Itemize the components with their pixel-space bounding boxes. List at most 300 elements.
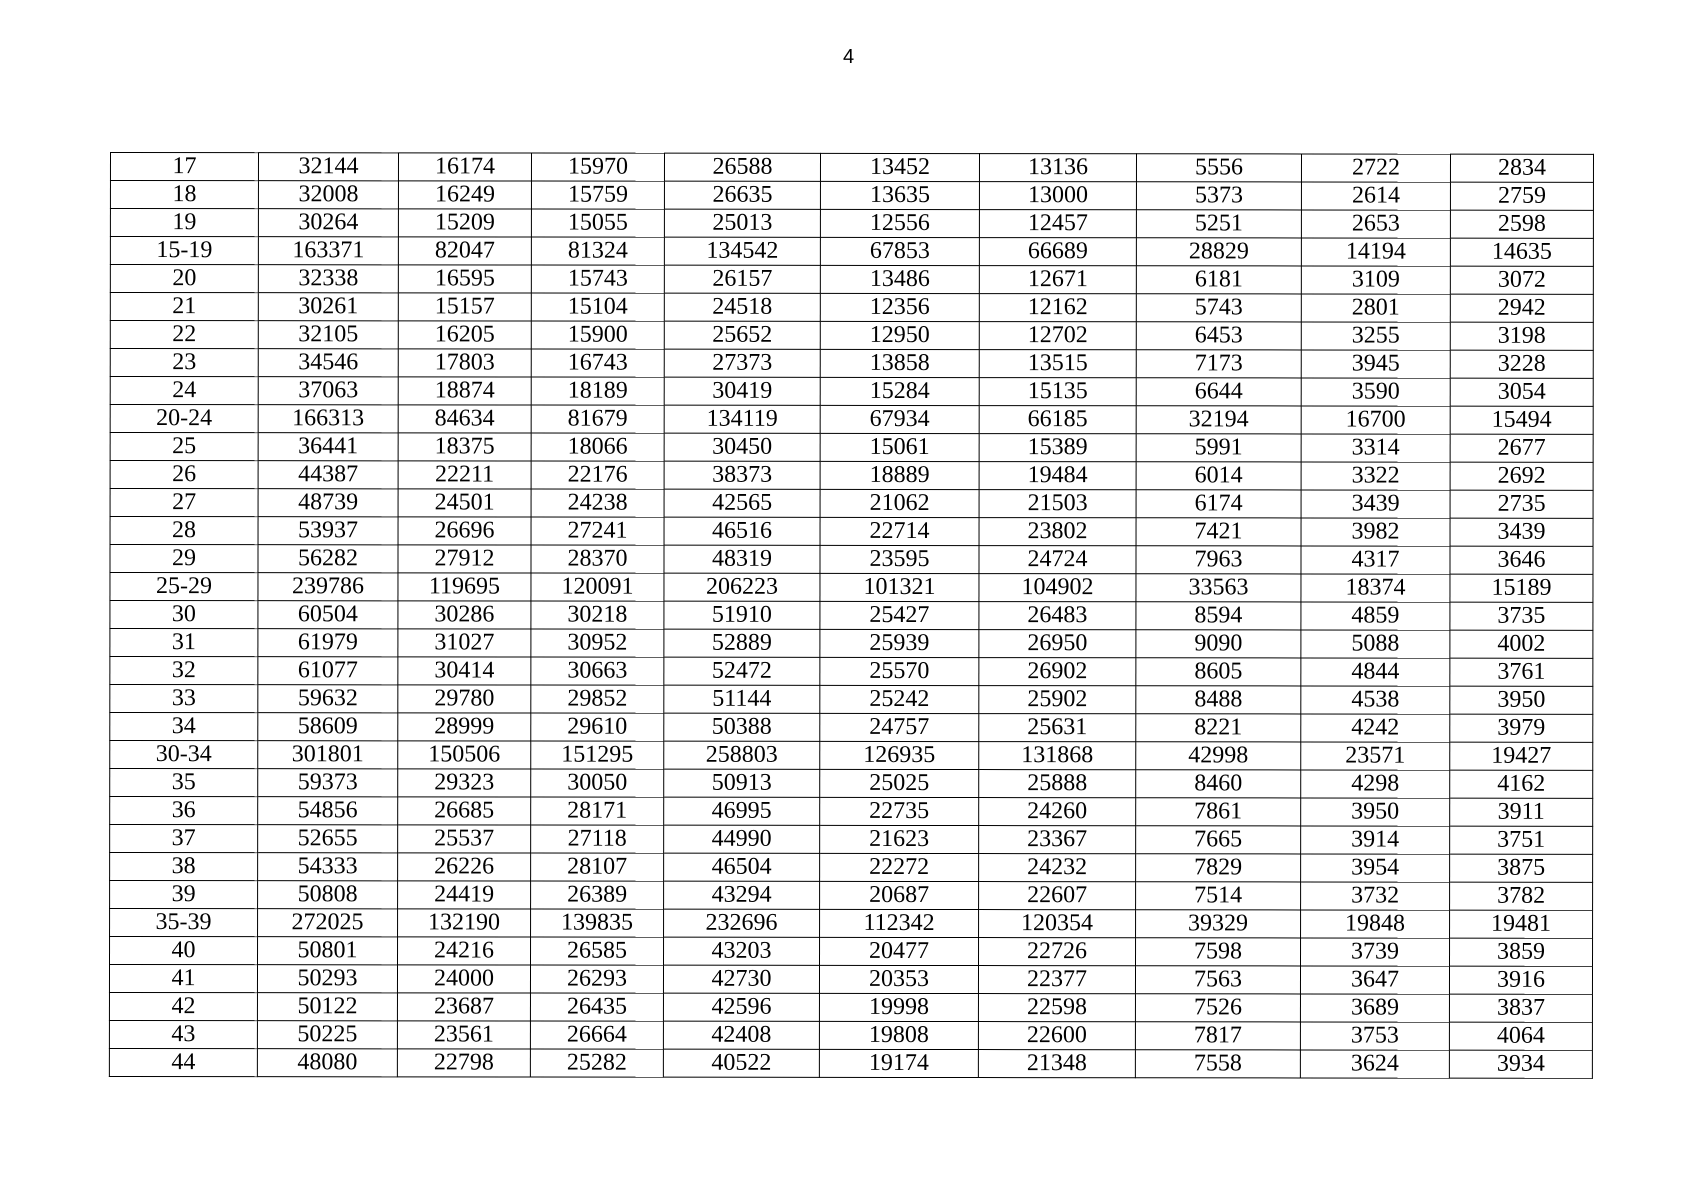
value-cell: 81679 [531,405,664,433]
value-cell: 81324 [531,237,664,265]
value-cell: 16595 [398,265,531,293]
table-row [110,825,1593,855]
value-cell: 3753 [1300,1022,1449,1050]
value-cell: 51910 [664,601,820,629]
value-cell: 43294 [664,881,820,909]
value-cell: 7563 [1135,966,1300,994]
value-cell: 25025 [820,769,979,797]
value-cell: 19808 [819,1021,978,1049]
value-cell: 22600 [978,1022,1135,1050]
value-cell: 7665 [1136,826,1301,854]
age-cell: 21 [110,293,258,321]
value-cell: 46504 [664,853,820,881]
value-cell: 3945 [1301,350,1450,378]
age-cell: 39 [110,881,258,909]
value-cell: 7514 [1136,882,1301,910]
value-cell: 23687 [397,993,530,1021]
value-cell: 25631 [979,714,1136,742]
value-cell: 30261 [258,293,398,321]
value-cell: 28829 [1136,238,1301,266]
value-cell: 25282 [530,1049,663,1077]
value-cell: 42730 [663,965,819,993]
value-cell: 4298 [1301,770,1450,798]
table-row [110,237,1593,267]
value-cell: 52472 [664,657,820,685]
value-cell: 3761 [1450,658,1593,686]
value-cell: 19427 [1450,742,1593,770]
value-cell: 26483 [979,602,1136,630]
table-row [109,965,1592,995]
value-cell: 7173 [1136,350,1301,378]
value-cell: 206223 [664,573,820,601]
value-cell: 8221 [1136,714,1301,742]
value-cell: 2598 [1450,210,1593,238]
value-cell: 4317 [1301,546,1450,574]
value-cell: 30264 [258,209,398,237]
value-cell: 4844 [1301,658,1450,686]
value-cell: 3255 [1301,322,1450,350]
value-cell: 26685 [398,797,531,825]
value-cell: 139835 [531,909,664,937]
table-row [110,657,1593,687]
value-cell: 12457 [979,210,1136,238]
value-cell: 23561 [397,1021,530,1049]
value-cell: 9090 [1136,630,1301,658]
value-cell: 52889 [664,629,820,657]
table-row [110,321,1593,351]
value-cell: 50122 [257,993,397,1021]
value-cell: 26389 [531,881,664,909]
value-cell: 3054 [1450,378,1593,406]
age-cell: 44 [109,1049,257,1077]
value-cell: 67934 [820,405,979,433]
value-cell: 50388 [664,713,820,741]
value-cell: 13136 [979,154,1136,182]
value-cell: 4538 [1301,686,1450,714]
value-cell: 30218 [531,601,664,629]
value-cell: 166313 [258,405,398,433]
value-cell: 48739 [258,489,398,517]
value-cell: 3689 [1300,994,1449,1022]
value-cell: 48080 [257,1049,397,1077]
age-cell: 20-24 [110,405,258,433]
value-cell: 4162 [1450,770,1593,798]
age-cell: 42 [109,993,257,1021]
value-cell: 21062 [820,489,979,517]
value-cell: 38373 [664,461,820,489]
value-cell: 16743 [531,349,664,377]
value-cell: 119695 [398,573,531,601]
age-cell: 28 [110,517,258,545]
value-cell: 22726 [979,938,1136,966]
value-cell: 4064 [1449,1022,1592,1050]
value-cell: 12950 [820,321,979,349]
value-cell: 8605 [1136,658,1301,686]
value-cell: 126935 [820,741,979,769]
value-cell: 32144 [258,153,398,181]
value-cell: 50808 [258,881,398,909]
value-cell: 3735 [1450,602,1593,630]
value-cell: 30952 [531,629,664,657]
value-cell: 15970 [531,153,664,181]
table-row [110,181,1593,211]
value-cell: 3732 [1301,882,1450,910]
value-cell: 134542 [664,237,820,265]
value-cell: 3590 [1301,378,1450,406]
age-cell: 27 [110,489,258,517]
value-cell: 42565 [664,489,820,517]
table-row [110,209,1593,239]
value-cell: 52655 [258,825,398,853]
age-cell: 37 [110,825,258,853]
value-cell: 82047 [398,237,531,265]
value-cell: 22607 [979,882,1136,910]
table-row [110,713,1593,743]
value-cell: 32105 [258,321,398,349]
value-cell: 6644 [1136,378,1301,406]
value-cell: 26664 [530,1021,663,1049]
value-cell: 19174 [819,1049,978,1077]
value-cell: 40522 [663,1049,819,1077]
value-cell: 3859 [1450,938,1593,966]
age-cell: 23 [110,349,258,377]
table-row [109,1049,1592,1079]
value-cell: 25013 [664,209,820,237]
value-cell: 28171 [531,797,664,825]
value-cell: 12356 [820,293,979,321]
table-row [110,573,1593,603]
page-number: 4 [842,46,855,68]
value-cell: 25939 [820,629,979,657]
value-cell: 12556 [820,209,979,237]
value-cell: 3916 [1449,966,1592,994]
value-cell: 2677 [1450,434,1593,462]
value-cell: 15055 [531,209,664,237]
value-cell: 3647 [1300,966,1449,994]
value-cell: 2759 [1450,182,1593,210]
value-cell: 66689 [979,238,1136,266]
value-cell: 7558 [1135,1050,1300,1078]
age-cell: 38 [110,853,258,881]
value-cell: 19998 [819,993,978,1021]
value-cell: 22798 [397,1049,530,1077]
value-cell: 15061 [820,433,979,461]
value-cell: 22211 [398,461,531,489]
value-cell: 25427 [820,601,979,629]
value-cell: 15209 [398,209,531,237]
value-cell: 120354 [979,910,1136,938]
value-cell: 19484 [979,462,1136,490]
value-cell: 24238 [531,489,664,517]
age-cell: 17 [110,153,258,181]
value-cell: 16700 [1301,406,1450,434]
value-cell: 2614 [1301,182,1450,210]
value-cell: 26635 [664,181,820,209]
value-cell: 20477 [820,937,979,965]
value-cell: 50801 [258,937,398,965]
value-cell: 6181 [1136,266,1301,294]
value-cell: 33563 [1136,574,1301,602]
table-row [110,853,1593,883]
value-cell: 104902 [979,574,1136,602]
value-cell: 3072 [1450,266,1593,294]
value-cell: 30419 [664,377,820,405]
value-cell: 26293 [530,965,663,993]
age-cell: 19 [110,209,258,237]
value-cell: 3198 [1450,322,1593,350]
age-cell: 31 [110,629,258,657]
value-cell: 48319 [664,545,820,573]
value-cell: 301801 [258,741,398,769]
value-cell: 3228 [1450,350,1593,378]
value-cell: 21503 [979,490,1136,518]
value-cell: 13486 [820,265,979,293]
table-row [110,685,1593,715]
value-cell: 46995 [664,797,820,825]
value-cell: 2692 [1450,462,1593,490]
value-cell: 44990 [664,825,820,853]
value-cell: 31027 [398,629,531,657]
value-cell: 21623 [820,825,979,853]
value-cell: 44387 [258,461,398,489]
value-cell: 30286 [398,601,531,629]
value-cell: 3109 [1301,266,1450,294]
age-cell: 35 [110,769,258,797]
value-cell: 24216 [398,937,531,965]
value-cell: 3837 [1449,994,1592,1022]
value-cell: 50913 [664,769,820,797]
value-cell: 2834 [1450,154,1593,182]
value-cell: 27118 [531,825,664,853]
table-row [110,517,1593,547]
table-row [110,545,1593,575]
value-cell: 46516 [664,517,820,545]
value-cell: 25652 [664,321,820,349]
value-cell: 32008 [258,181,398,209]
value-cell: 24260 [979,798,1136,826]
value-cell: 29852 [531,685,664,713]
value-cell: 30414 [398,657,531,685]
value-cell: 26950 [979,630,1136,658]
value-cell: 19848 [1301,910,1450,938]
age-cell: 22 [110,321,258,349]
value-cell: 4002 [1450,630,1593,658]
value-cell: 22176 [531,461,664,489]
value-cell: 27241 [531,517,664,545]
table-row [109,993,1592,1023]
value-cell: 17803 [398,349,531,377]
value-cell: 120091 [531,573,664,601]
value-cell: 7861 [1136,798,1301,826]
value-cell: 32194 [1136,406,1301,434]
table-row [110,153,1593,183]
value-cell: 36441 [258,433,398,461]
value-cell: 22598 [978,994,1135,1022]
value-cell: 5991 [1136,434,1301,462]
value-cell: 3314 [1301,434,1450,462]
value-cell: 24501 [398,489,531,517]
age-cell: 25-29 [110,573,258,601]
value-cell: 32338 [258,265,398,293]
age-cell: 26 [110,461,258,489]
value-cell: 24757 [820,713,979,741]
value-cell: 150506 [398,741,531,769]
table-row [110,909,1593,939]
value-cell: 50293 [257,965,397,993]
table-row [110,629,1593,659]
value-cell: 37063 [258,377,398,405]
value-cell: 258803 [664,741,820,769]
value-cell: 3950 [1301,798,1450,826]
table-row [110,433,1593,463]
value-cell: 22272 [820,853,979,881]
value-cell: 3322 [1301,462,1450,490]
value-cell: 5251 [1136,210,1301,238]
value-cell: 29323 [398,769,531,797]
value-cell: 12702 [979,322,1136,350]
value-cell: 13452 [820,153,979,181]
value-cell: 8488 [1136,686,1301,714]
value-cell: 132190 [398,909,531,937]
age-cell: 43 [109,1020,257,1048]
age-cell: 36 [110,797,258,825]
value-cell: 18189 [531,377,664,405]
value-cell: 18066 [531,433,664,461]
age-cell: 20 [110,265,258,293]
value-cell: 26157 [664,265,820,293]
value-cell: 19481 [1450,910,1593,938]
table-row [110,489,1593,519]
value-cell: 3875 [1450,854,1593,882]
value-cell: 59373 [258,769,398,797]
age-cell: 25 [110,433,258,461]
value-cell: 3982 [1301,518,1450,546]
value-cell: 43203 [664,937,820,965]
value-cell: 60504 [258,601,398,629]
value-cell: 26696 [398,517,531,545]
value-cell: 3914 [1301,826,1450,854]
value-cell: 3751 [1450,826,1593,854]
value-cell: 26588 [664,153,820,181]
value-cell: 25902 [979,686,1136,714]
value-cell: 4859 [1301,602,1450,630]
age-cell: 30-34 [110,741,258,769]
age-cell: 18 [110,181,258,209]
value-cell: 23802 [979,518,1136,546]
value-cell: 3624 [1300,1050,1449,1078]
value-cell: 15104 [531,293,664,321]
value-cell: 7421 [1136,518,1301,546]
value-cell: 26435 [530,993,663,1021]
value-cell: 14194 [1301,238,1450,266]
value-cell: 15743 [531,265,664,293]
value-cell: 30663 [531,657,664,685]
age-cell: 41 [109,965,257,993]
age-cell: 35-39 [110,909,258,937]
table-row [110,601,1593,631]
table-row [110,797,1593,827]
value-cell: 61979 [258,629,398,657]
value-cell: 3934 [1449,1050,1592,1078]
value-cell: 24724 [979,546,1136,574]
value-cell: 3954 [1301,854,1450,882]
value-cell: 3646 [1450,546,1593,574]
value-cell: 20687 [820,881,979,909]
value-cell: 134119 [664,405,820,433]
value-cell: 14635 [1450,238,1593,266]
value-cell: 16174 [398,153,531,181]
value-cell: 3439 [1450,518,1593,546]
value-cell: 42596 [663,993,819,1021]
table-row [110,937,1593,967]
table-row [110,769,1593,799]
value-cell: 15135 [979,378,1136,406]
value-cell: 7817 [1135,1022,1300,1050]
value-cell: 18374 [1301,574,1450,602]
value-cell: 23367 [979,826,1136,854]
value-cell: 61077 [258,657,398,685]
value-cell: 26226 [398,853,531,881]
value-cell: 3950 [1450,686,1593,714]
value-cell: 18375 [398,433,531,461]
value-cell: 2653 [1301,210,1450,238]
value-cell: 24419 [398,881,531,909]
value-cell: 15900 [531,321,664,349]
value-cell: 16249 [398,181,531,209]
age-cell: 34 [110,713,258,741]
table-row [110,461,1593,491]
value-cell: 67853 [820,237,979,265]
value-cell: 34546 [258,349,398,377]
value-cell: 25570 [820,657,979,685]
value-cell: 15759 [531,181,664,209]
value-cell: 2942 [1450,294,1593,322]
value-cell: 84634 [398,405,531,433]
value-cell: 54856 [258,797,398,825]
value-cell: 239786 [258,573,398,601]
value-cell: 22714 [820,517,979,545]
value-cell: 232696 [664,909,820,937]
value-cell: 6453 [1136,322,1301,350]
value-cell: 29610 [531,713,664,741]
age-cell: 40 [110,937,258,965]
value-cell: 12671 [979,266,1136,294]
value-cell: 24000 [397,965,530,993]
value-cell: 66185 [979,406,1136,434]
value-cell: 7963 [1136,546,1301,574]
value-cell: 12162 [979,294,1136,322]
value-cell: 2801 [1301,294,1450,322]
value-cell: 26902 [979,658,1136,686]
value-cell: 15494 [1450,406,1593,434]
value-cell: 7526 [1135,994,1300,1022]
value-cell: 22377 [978,966,1135,994]
value-cell: 26585 [531,937,664,965]
value-cell: 15284 [820,377,979,405]
age-cell: 15-19 [110,237,258,265]
value-cell: 24518 [664,293,820,321]
value-cell: 13000 [979,182,1136,210]
value-cell: 23571 [1301,742,1450,770]
value-cell: 20353 [819,965,978,993]
value-cell: 6174 [1136,490,1301,518]
value-cell: 7829 [1136,854,1301,882]
value-cell: 25537 [398,825,531,853]
value-cell: 112342 [820,909,979,937]
value-cell: 2735 [1450,490,1593,518]
table-row [110,881,1593,911]
value-cell: 5743 [1136,294,1301,322]
